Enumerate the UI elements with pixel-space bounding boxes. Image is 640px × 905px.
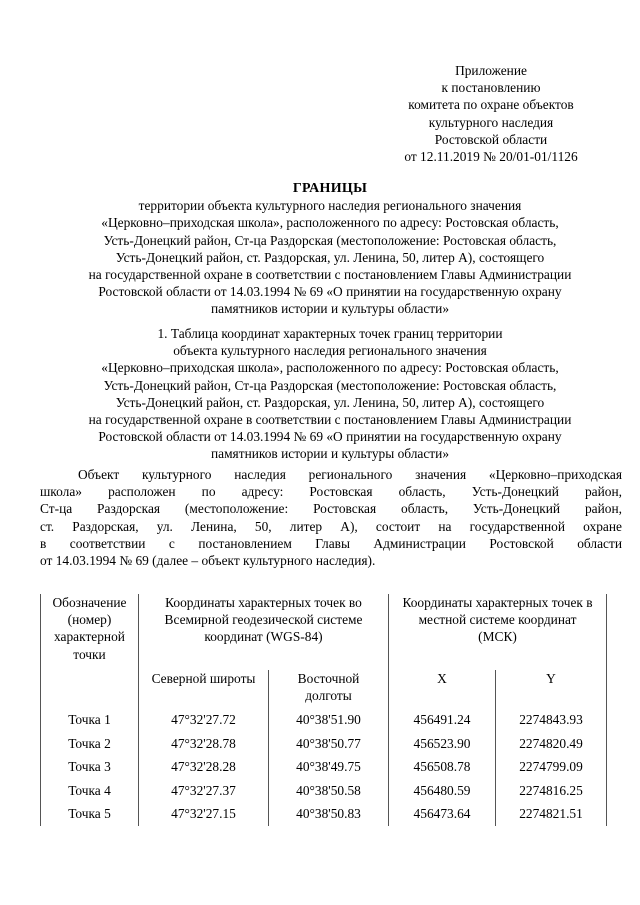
cell-latitude: 47°32'27.37 — [139, 779, 269, 803]
section-line: «Церковно–приходская школа», расположенного по адресу: Ростовская область, — [101, 360, 559, 376]
subheader-x: X — [389, 670, 496, 708]
cell-y: 2274820.49 — [496, 732, 607, 756]
cell-point: Точка 4 — [41, 779, 139, 803]
cell-point: Точка 2 — [41, 732, 139, 756]
title-line: «Церковно–приходская школа», расположенного по адресу: Ростовская область, — [101, 215, 559, 231]
cell-x: 456523.90 — [389, 732, 496, 756]
subheader-empty — [41, 670, 139, 708]
paragraph-line: в соответствии с постановлением Главы Администрации Ростовской области — [40, 535, 622, 551]
cell-longitude: 40°38'51.90 — [269, 708, 389, 732]
cell-point: Точка 5 — [41, 802, 139, 826]
subheader-y: Y — [496, 670, 607, 708]
appendix-line: от 12.11.2019 № 20/01-01/1126 — [404, 149, 578, 165]
paragraph-line: Объект культурного наследия регионального значения «Церковно–приходская — [78, 467, 622, 482]
table-row — [41, 779, 607, 803]
subheader-latitude: Северной широты — [139, 670, 269, 708]
cell-longitude: 40°38'50.83 — [269, 802, 389, 826]
subheader-longitude: Восточной долготы — [269, 670, 389, 708]
cell-x: 456480.59 — [389, 779, 496, 803]
cell-latitude: 47°32'27.72 — [139, 708, 269, 732]
table-row — [41, 732, 607, 756]
section-line: 1. Таблица координат характерных точек границ территории — [157, 326, 503, 341]
section-line: объекта культурного наследия регионального значения — [173, 343, 487, 359]
cell-point: Точка 1 — [41, 708, 139, 732]
section-line: на государственной охране в соответствии с постановлением Главы Администрации — [88, 412, 572, 428]
appendix-block — [360, 62, 622, 165]
paragraph-line: школа» расположен по адресу: Ростовская область, Усть-Донецкий район, — [40, 484, 622, 500]
paragraph-line: Ст-ца Раздорская (местоположение: Ростовская область, Усть-Донецкий район, — [40, 501, 622, 517]
header-wgs84-coordinates: Координаты характерных точек во Всемирной геодезической системе координат (WGS-84) — [139, 594, 389, 670]
cell-y: 2274816.25 — [496, 779, 607, 803]
title-line: на государственной охране в соответствии с постановлением Главы Администрации — [88, 267, 572, 283]
title-line: Ростовской области от 14.03.1994 № 69 «О принятии на государственную охрану — [98, 284, 562, 300]
cell-longitude: 40°38'50.58 — [269, 779, 389, 803]
header-msk-coordinates: Координаты характерных точек в местной системе координат (МСК) — [389, 594, 607, 670]
title-line: Усть-Донецкий район, ст. Раздорская, ул. Ленина, 50, литер А), состоящего — [115, 249, 545, 265]
appendix-line: Приложение — [455, 63, 527, 78]
appendix-line: культурного наследия — [428, 114, 554, 130]
cell-latitude: 47°32'27.15 — [139, 802, 269, 826]
document-title: ГРАНИЦЫ — [292, 181, 368, 196]
table-row — [41, 708, 607, 732]
table-row — [41, 755, 607, 779]
cell-longitude: 40°38'49.75 — [269, 755, 389, 779]
section-heading-block — [40, 325, 620, 463]
table-subheader-row — [41, 670, 607, 708]
cell-y: 2274843.93 — [496, 708, 607, 732]
section-line: Усть-Донецкий район, Ст-ца Раздорская (местоположение: Ростовская область, — [103, 377, 557, 393]
cell-x: 456508.78 — [389, 755, 496, 779]
table-row — [41, 802, 607, 826]
paragraph-line: от 14.03.1994 № 69 (далее – объект культурного наследия). — [40, 553, 376, 569]
section-line: памятников истории и культуры области» — [210, 446, 450, 462]
cell-x: 456491.24 — [389, 708, 496, 732]
title-line: Усть-Донецкий район, Ст-ца Раздорская (местоположение: Ростовская область, — [103, 232, 557, 248]
coordinates-table — [40, 594, 607, 826]
header-point-designation: Обозначение (номер) характерной точки — [41, 594, 139, 670]
cell-latitude: 47°32'28.28 — [139, 755, 269, 779]
table-header-row — [41, 594, 607, 670]
appendix-line: к постановлению — [441, 80, 541, 96]
title-line: территории объекта культурного наследия регионального значения — [138, 198, 522, 214]
cell-y: 2274821.51 — [496, 802, 607, 826]
section-line: Ростовской области от 14.03.1994 № 69 «О принятии на государственную охрану — [98, 429, 562, 445]
cell-longitude: 40°38'50.77 — [269, 732, 389, 756]
section-line: Усть-Донецкий район, ст. Раздорская, ул. Ленина, 50, литер А), состоящего — [115, 394, 545, 410]
cell-latitude: 47°32'28.78 — [139, 732, 269, 756]
title-line: памятников истории и культуры области» — [210, 301, 450, 317]
paragraph-line: ст. Раздорская, ул. Ленина, 50, литер А), состоит на государственной охране — [40, 518, 622, 534]
cell-x: 456473.64 — [389, 802, 496, 826]
appendix-line: Ростовской области — [434, 131, 548, 147]
cell-point: Точка 3 — [41, 755, 139, 779]
document-title-block — [40, 180, 620, 318]
cell-y: 2274799.09 — [496, 755, 607, 779]
body-paragraph — [40, 466, 622, 569]
appendix-line: комитета по охране объектов — [408, 97, 574, 113]
